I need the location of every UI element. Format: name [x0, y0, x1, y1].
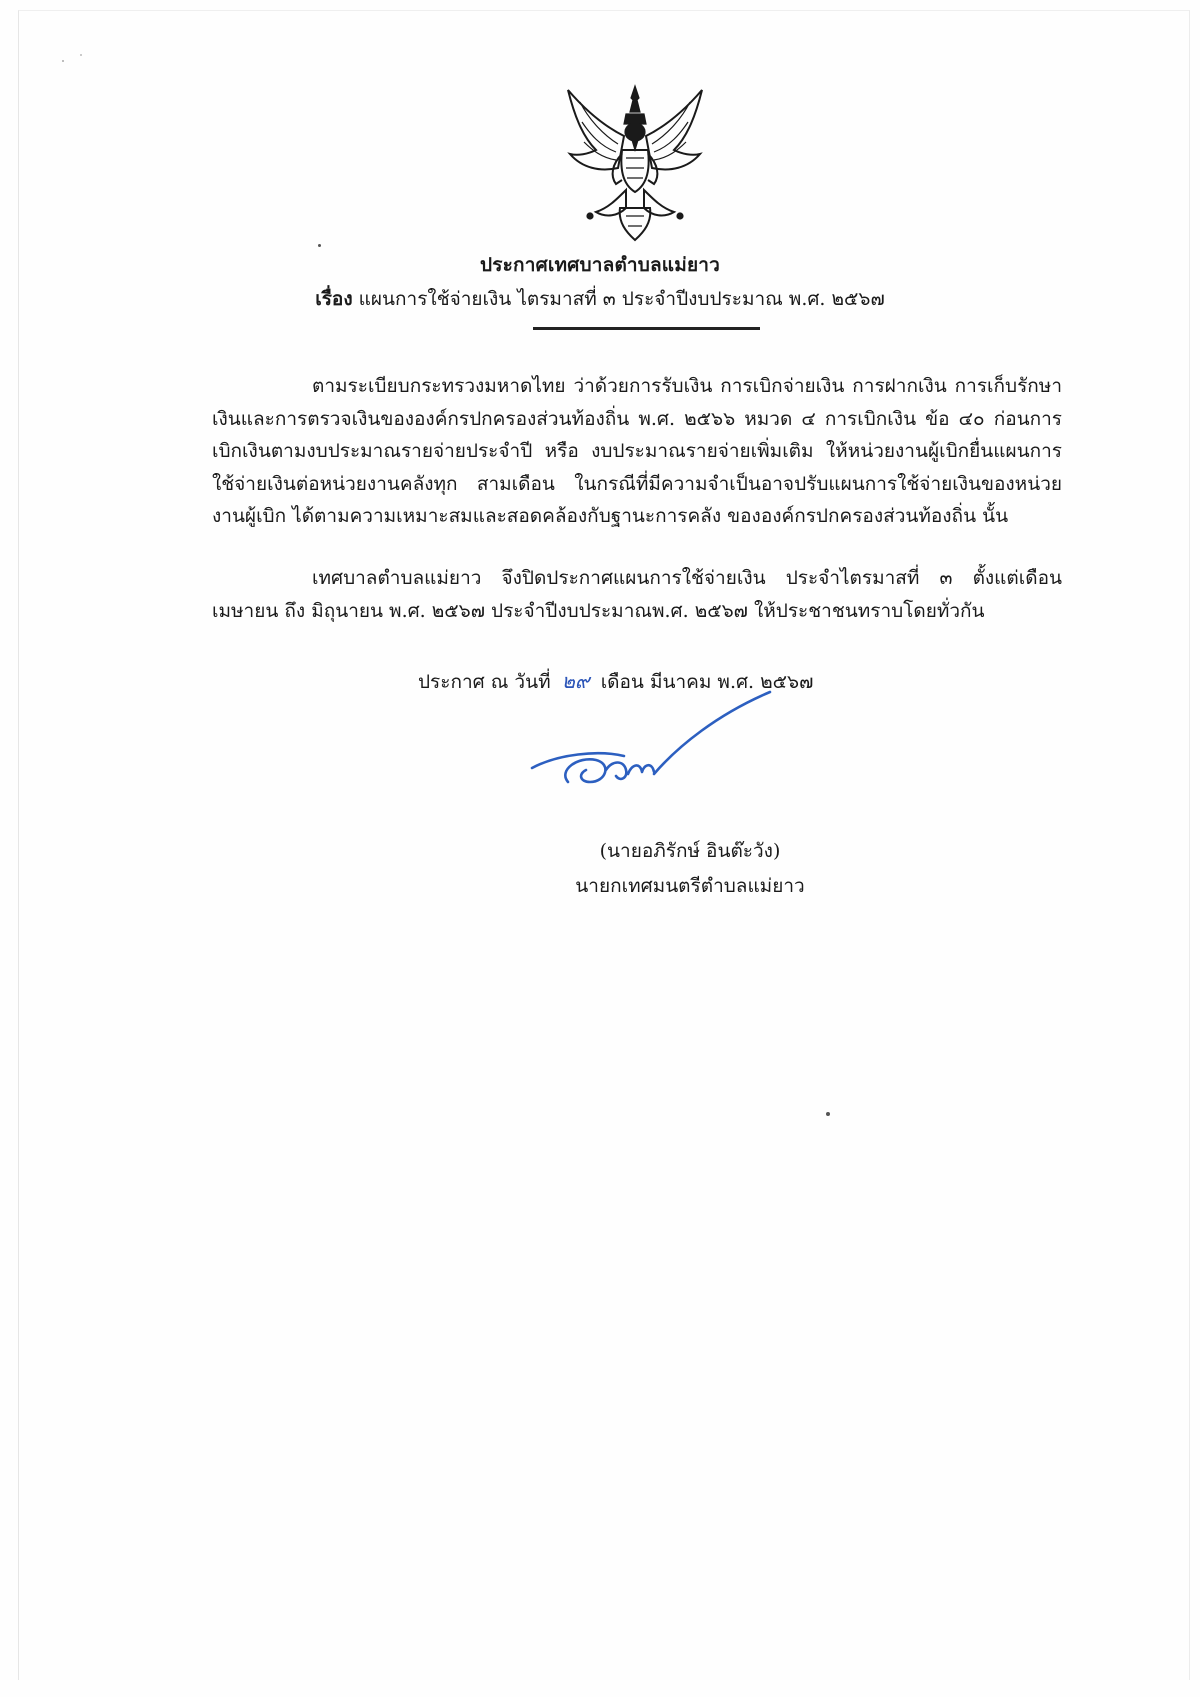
title-underline — [533, 327, 760, 330]
body-paragraph-1 — [212, 370, 1062, 533]
subject-label: เรื่อง — [315, 288, 353, 310]
garuda-emblem-icon — [560, 84, 710, 244]
date-prefix: ประกาศ ณ วันที่ — [418, 671, 551, 693]
scan-speck — [826, 1112, 830, 1116]
scan-speck — [318, 244, 321, 247]
paragraph-2-text: เทศบาลตำบลแม่ยาว จึงปิดประกาศแผนการใช้จ่ายเงิน ประจำไตรมาสที่ ๓ ตั้งแต่เดือน เมษายน ถึง มิถุนายน พ.ศ. ๒๕๖๗ ประจำปีงบประมาณพ.ศ. ๒๕๖๗ ให้ประชาชนทราบโดยทั่วกัน — [212, 567, 1062, 622]
handwritten-day: ๒๙ — [561, 669, 590, 693]
signer-position: นายกเทศมนตรีตำบลแม่ยาว — [575, 875, 805, 897]
paragraph-1-text: ตามระเบียบกระทรวงมหาดไทย ว่าด้วยการรับเงิน การเบิกจ่ายเงิน การฝากเงิน การเก็บรักษาเงินและการตรวจเงินขององค์กรปกครองส่วนท้องถิ่น พ.ศ. ๒๕๖๖ หมวด ๔ การเบิกเงิน ข้อ ๔๐ ก่อนการเบิกเงินตามงบประมาณรายจ่ายประจำปี หรือ งบประมาณรายจ่ายเพิ่มเติม ให้หน่วยงานผู้เบิกยื่นแผนการใช้จ่ายเงินต่อหน่วยงานคลังทุก สามเดือน ในกรณีที่มีความจำเป็นอาจปรับแผนการใช้จ่ายเงินของหน่วยงานผู้เบิก ได้ตามความเหมาะสมและสอดคล้องกับฐานะการคลัง ขององค์กรปกครองส่วนท้องถิ่น นั้น — [212, 375, 1062, 527]
scan-speck — [80, 54, 82, 56]
announcement-title: ประกาศเทศบาลตำบลแม่ยาว — [479, 254, 721, 276]
date-suffix: เดือน มีนาคม พ.ศ. ๒๕๖๗ — [600, 671, 814, 693]
body-paragraph-2 — [212, 562, 1062, 627]
scan-speck — [62, 60, 64, 62]
signer-name: (นายอภิรักษ์ อินต๊ะวัง) — [599, 840, 781, 862]
announcement-subject — [0, 284, 1200, 314]
subject-text: แผนการใช้จ่ายเงิน ไตรมาสที่ ๓ ประจำปีงบประมาณ พ.ศ. ๒๕๖๗ — [358, 288, 885, 310]
signature-icon — [528, 690, 798, 810]
